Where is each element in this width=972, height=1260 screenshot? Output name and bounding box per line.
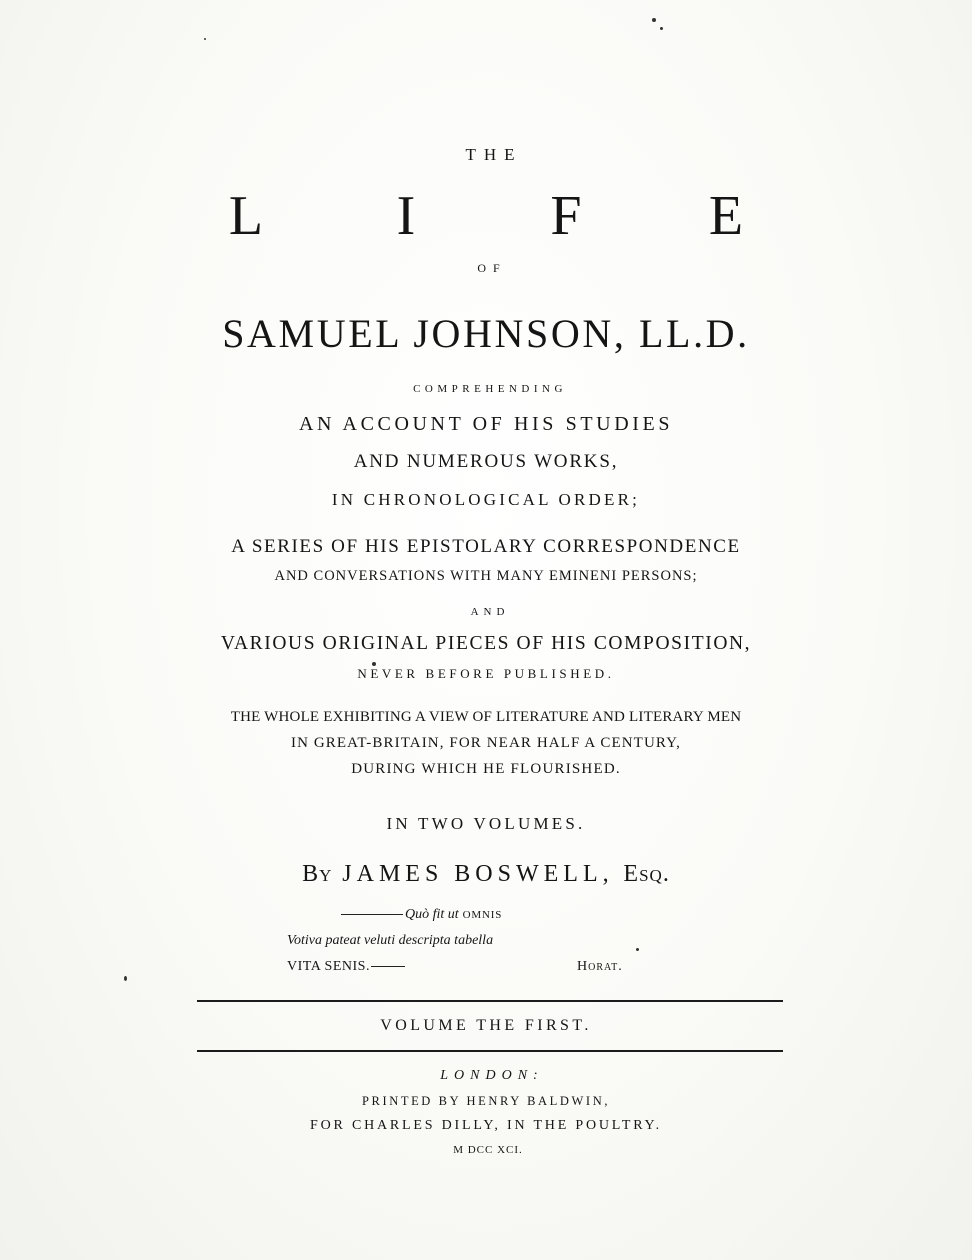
chronological-line: IN CHRONOLOGICAL ORDER; [331, 490, 641, 509]
heading-life [0, 185, 972, 247]
works-line: AND NUMEROUS WORKS, [353, 451, 619, 472]
ink-speck [636, 948, 639, 951]
whole-exhibiting-line: THE WHOLE EXHIBITING A VIEW OF LITERATURE AND LITERARY MEN [230, 709, 742, 725]
imprint-publisher: FOR CHARLES DILLY, IN THE POULTRY. [310, 1118, 662, 1133]
conversations-line: AND CONVERSATIONS WITH MANY EMINENI PERSONS; [274, 568, 698, 584]
ink-speck [372, 662, 376, 666]
subject-name: SAMUEL JOHNSON, LL.D. [222, 311, 750, 356]
life-letter: I [396, 185, 416, 247]
epigraph-line-1 [341, 908, 502, 922]
life-letter: E [708, 185, 744, 247]
heading-of: OF [477, 261, 507, 275]
epigraph-vita-senis: VITA SENIS. [287, 959, 370, 974]
volume-line: VOLUME THE FIRST. [380, 1017, 592, 1034]
life-letter: L [228, 185, 264, 247]
never-published-line: NEVER BEFORE PUBLISHED. [357, 666, 615, 681]
ink-speck [660, 27, 663, 30]
imprint-city: LONDON: [440, 1068, 544, 1083]
divider-rule [197, 1050, 783, 1052]
series-line: A SERIES OF HIS EPISTOLARY CORRESPONDENCE [231, 536, 741, 557]
author-esq: Esq. [623, 861, 670, 887]
divider-rule [197, 1000, 783, 1002]
heading-the: THE [465, 145, 523, 164]
author-by: By [302, 861, 333, 887]
account-line: AN ACCOUNT OF HIS STUDIES [298, 413, 674, 435]
author-name: JAMES BOSWELL, [342, 861, 614, 887]
epigraph-dash [341, 914, 403, 915]
imprint-year: M DCC XCI. [453, 1144, 523, 1156]
epigraph-italic: Quò fit ut [405, 907, 459, 922]
during-line: DURING WHICH HE FLOURISHED. [351, 761, 621, 777]
epigraph-line-2: Votiva pateat veluti descripta tabella [287, 933, 494, 948]
epigraph-line-3 [287, 960, 405, 974]
ink-speck [124, 976, 127, 981]
author-line [0, 862, 972, 886]
life-letter: F [550, 185, 582, 247]
comprehending-line: COMPREHENDING [413, 383, 567, 395]
volumes-line: IN TWO VOLUMES. [386, 814, 586, 833]
epigraph-source: Horat. [577, 959, 623, 974]
epigraph-caps: OMNIS [462, 909, 503, 921]
ink-speck [652, 18, 656, 22]
imprint-printer: PRINTED BY HENRY BALDWIN, [361, 1094, 611, 1108]
various-line: VARIOUS ORIGINAL PIECES OF HIS COMPOSITION, [220, 633, 752, 654]
epigraph-dash [371, 966, 405, 967]
ink-speck [204, 38, 206, 40]
great-britain-line: IN GREAT-BRITAIN, FOR NEAR HALF A CENTURY, [290, 735, 682, 751]
and-line: AND [470, 606, 510, 618]
